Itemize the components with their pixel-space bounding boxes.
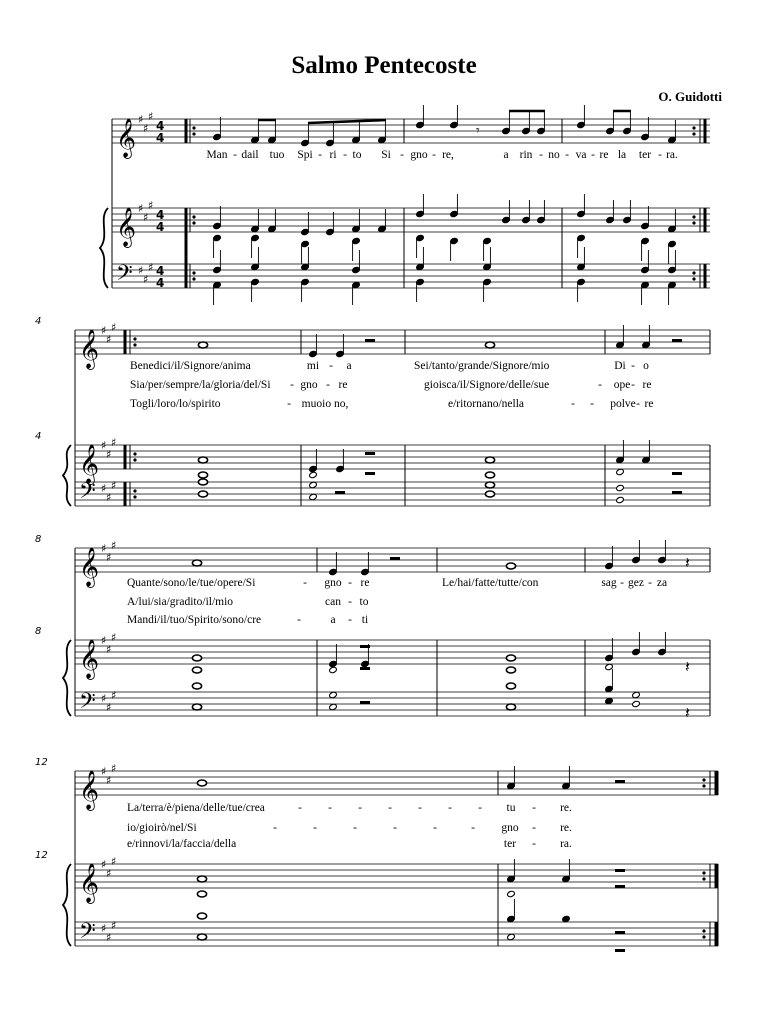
lyric-syllable: e/ritornano/nella	[448, 398, 524, 410]
lyric-syllable: -	[303, 577, 307, 589]
eighth-rest: 𝄾	[476, 123, 480, 139]
lyric-syllable: ri	[329, 149, 337, 161]
lyric-syllable: -	[328, 802, 332, 814]
lyric-syllable: o	[643, 360, 649, 372]
lyric-syllable: -	[598, 379, 602, 391]
lyric-syllable: re.	[560, 822, 572, 834]
measure-number: 4	[35, 316, 42, 327]
lyric-syllable: Spi	[297, 149, 313, 161]
measure-number: 8	[35, 626, 42, 637]
lyric-syllable: to	[352, 149, 362, 161]
sharp-icon: ♯	[148, 261, 154, 274]
lyric-syllable: -	[658, 149, 662, 161]
lyric-syllable: -	[343, 149, 347, 161]
lyric-syllable: -	[539, 149, 543, 161]
lyric-syllable: -	[478, 802, 482, 814]
lyric-syllable: Mandi/il/tuo/Spirito/sono/cre	[127, 614, 262, 626]
sharp-icon: ♯	[138, 202, 144, 215]
measure-number: 12	[35, 850, 48, 861]
sharp-icon: ♯	[148, 199, 154, 212]
lyric-syllable: can	[325, 596, 341, 608]
time-sig-denominator: 4	[156, 220, 165, 234]
sharp-icon: ♯	[111, 539, 117, 552]
treble-clef-icon: 𝄞	[116, 118, 137, 158]
lyric-syllable: gno	[324, 577, 342, 589]
lyric-syllable: sag	[601, 577, 617, 589]
lyric-syllable: A/lui/sia/gradito/il/mio	[127, 596, 234, 608]
sharp-icon: ♯	[106, 701, 112, 714]
measure-number: 12	[35, 757, 48, 768]
sharp-icon: ♯	[101, 634, 107, 647]
lyric-syllable: -	[313, 822, 317, 834]
bass-clef-icon: 𝄢	[79, 919, 96, 949]
sharp-icon: ♯	[111, 321, 117, 334]
bass-clef-icon: 𝄢	[79, 479, 96, 509]
measure-number: 8	[35, 534, 42, 545]
sharp-icon: ♯	[106, 867, 112, 880]
sharp-icon: ♯	[101, 482, 107, 495]
treble-clef-icon: 𝄞	[79, 329, 100, 369]
quarter-rest: 𝄽	[685, 657, 690, 676]
sharp-icon: ♯	[106, 333, 112, 346]
lyric-syllable: no	[548, 149, 560, 161]
lyric-syllable: -	[318, 149, 322, 161]
sharp-icon: ♯	[106, 931, 112, 944]
lyric-syllable: polve	[610, 398, 636, 410]
time-sig-denominator: 4	[156, 276, 165, 290]
time-sig-denominator: 4	[156, 131, 165, 145]
lyric-syllable: -	[233, 149, 237, 161]
lyric-syllable: gioisca/il/Signore/delle/sue	[424, 379, 550, 391]
lyric-syllable: ter	[638, 149, 652, 161]
lyric-syllable: -	[532, 822, 536, 834]
lyric-syllable: a	[346, 360, 352, 372]
lyric-syllable: e/rinnovi/la/faccia/della	[127, 838, 237, 850]
lyric-syllable: re,	[442, 149, 454, 161]
lyric-syllable: re	[360, 577, 370, 589]
lyric-syllable: ra.	[666, 149, 678, 161]
lyric-syllable: -	[348, 577, 352, 589]
bass-clef-icon: 𝄢	[116, 261, 133, 291]
lyric-syllable: Di	[614, 360, 626, 372]
lyric-syllable: la	[617, 149, 627, 161]
lyric-syllable: rin	[519, 149, 533, 161]
lyric-syllable: -	[348, 596, 352, 608]
lyric-syllable: tuo	[269, 149, 285, 161]
time-sig-numerator: 4	[156, 119, 165, 133]
lyric-syllable: Si	[381, 149, 391, 161]
sharp-icon: ♯	[148, 110, 154, 123]
sharp-icon: ♯	[106, 551, 112, 564]
lyric-syllable: -	[636, 398, 640, 410]
treble-clef-icon: 𝄞	[79, 863, 100, 903]
lyric-syllable: re	[599, 149, 609, 161]
lyric-syllable: gez	[628, 577, 644, 589]
treble-clef-icon: 𝄞	[116, 207, 137, 247]
lyric-syllable: dail	[241, 149, 259, 161]
treble-clef-icon: 𝄞	[79, 639, 100, 679]
lyric-syllable: tu	[506, 802, 516, 814]
lyric-syllable: -	[590, 398, 594, 410]
time-sig-numerator: 4	[156, 208, 165, 222]
lyric-syllable: -	[620, 577, 624, 589]
lyric-syllable: ra.	[560, 838, 572, 850]
lyric-syllable: -	[298, 802, 302, 814]
lyric-syllable: gno	[410, 149, 428, 161]
lyric-syllable: -	[290, 379, 294, 391]
lyric-syllable: -	[326, 379, 330, 391]
sharp-icon: ♯	[138, 113, 144, 126]
sharp-icon: ♯	[143, 211, 149, 224]
lyric-syllable: -	[358, 802, 362, 814]
lyric-syllable: Sei/tanto/grande/Signore/mio	[414, 360, 550, 372]
sharp-icon: ♯	[111, 762, 117, 775]
lyric-syllable: -	[400, 149, 404, 161]
treble-clef-icon: 𝄞	[79, 770, 100, 810]
sharp-icon: ♯	[111, 689, 117, 702]
lyric-syllable: -	[532, 802, 536, 814]
lyric-syllable: -	[631, 379, 635, 391]
lyric-syllable: -	[297, 614, 301, 626]
lyric-syllable: -	[287, 398, 291, 410]
sharp-icon: ♯	[106, 491, 112, 504]
sharp-icon: ♯	[111, 436, 117, 449]
lyric-syllable: Togli/loro/lo/spirito	[130, 398, 221, 410]
lyric-syllable: Sia/per/sempre/la/gloria/del/Si	[130, 379, 271, 391]
sharp-icon: ♯	[101, 542, 107, 555]
bass-clef-icon: 𝄢	[79, 689, 96, 719]
lyric-syllable: ope	[613, 379, 631, 391]
lyric-syllable: gno	[501, 822, 519, 834]
lyric-syllable: Le/hai/fatte/tutte/con	[442, 577, 539, 589]
sharp-icon: ♯	[101, 922, 107, 935]
lyric-syllable: re	[644, 398, 654, 410]
lyric-syllable: -	[631, 360, 635, 372]
lyric-syllable: mi	[306, 360, 320, 372]
lyric-syllable: -	[329, 360, 333, 372]
lyric-syllable: -	[471, 822, 475, 834]
lyric-syllable: a	[503, 149, 509, 161]
page-title: Salmo Pentecoste	[291, 52, 477, 79]
lyric-syllable: io/gioirò/nel/Si	[127, 822, 197, 834]
sharp-icon: ♯	[101, 324, 107, 337]
lyric-syllable: -	[388, 802, 392, 814]
sharp-icon: ♯	[111, 919, 117, 932]
treble-clef-icon: 𝄞	[79, 444, 100, 484]
sharp-icon: ♯	[143, 122, 149, 135]
composer-name: O. Guidotti	[658, 89, 722, 104]
lyric-syllable: -	[433, 822, 437, 834]
sharp-icon: ♯	[101, 692, 107, 705]
lyric-syllable: -	[393, 822, 397, 834]
sharp-icon: ♯	[106, 774, 112, 787]
lyric-syllable: -	[353, 822, 357, 834]
treble-clef-icon: 𝄞	[79, 547, 100, 587]
sharp-icon: ♯	[111, 855, 117, 868]
lyric-syllable: za	[656, 577, 668, 589]
quarter-rest: 𝄽	[685, 553, 690, 572]
lyric-syllable: -	[448, 802, 452, 814]
sharp-icon: ♯	[101, 858, 107, 871]
time-sig-numerator: 4	[156, 264, 165, 278]
sharp-icon: ♯	[111, 479, 117, 492]
lyric-syllable: va	[575, 149, 587, 161]
lyric-syllable: a	[330, 614, 336, 626]
sharp-icon: ♯	[111, 631, 117, 644]
lyric-syllable: re	[338, 379, 348, 391]
lyric-syllable: -	[648, 577, 652, 589]
lyric-syllable: -	[432, 149, 436, 161]
lyric-syllable: Benedici/il/Signore/anima	[130, 360, 251, 372]
sharp-icon: ♯	[138, 264, 144, 277]
lyric-syllable: to	[359, 596, 369, 608]
lyric-syllable: -	[273, 822, 277, 834]
sharp-icon: ♯	[101, 765, 107, 778]
lyric-syllable: -	[348, 614, 352, 626]
sharp-icon: ♯	[106, 643, 112, 656]
quarter-rest: 𝄽	[685, 703, 690, 722]
sharp-icon: ♯	[143, 273, 149, 286]
sharp-icon: ♯	[106, 448, 112, 461]
lyric-syllable: muoio no,	[301, 398, 349, 410]
lyric-syllable: La/terra/è/piena/delle/tue/crea	[127, 802, 265, 814]
lyric-syllable: -	[532, 838, 536, 850]
lyric-syllable: Man	[206, 149, 228, 161]
lyric-syllable: -	[418, 802, 422, 814]
lyric-syllable: Quante/sono/le/tue/opere/Si	[127, 577, 256, 589]
lyric-syllable: ti	[361, 614, 369, 626]
lyric-syllable: -	[565, 149, 569, 161]
lyric-syllable: -	[571, 398, 575, 410]
measure-number: 4	[35, 431, 42, 442]
lyric-syllable: re.	[560, 802, 572, 814]
lyric-syllable: ter	[503, 838, 517, 850]
lyric-syllable: gno	[300, 379, 318, 391]
sharp-icon: ♯	[101, 439, 107, 452]
lyric-syllable: re	[642, 379, 652, 391]
lyric-syllable: -	[591, 149, 595, 161]
